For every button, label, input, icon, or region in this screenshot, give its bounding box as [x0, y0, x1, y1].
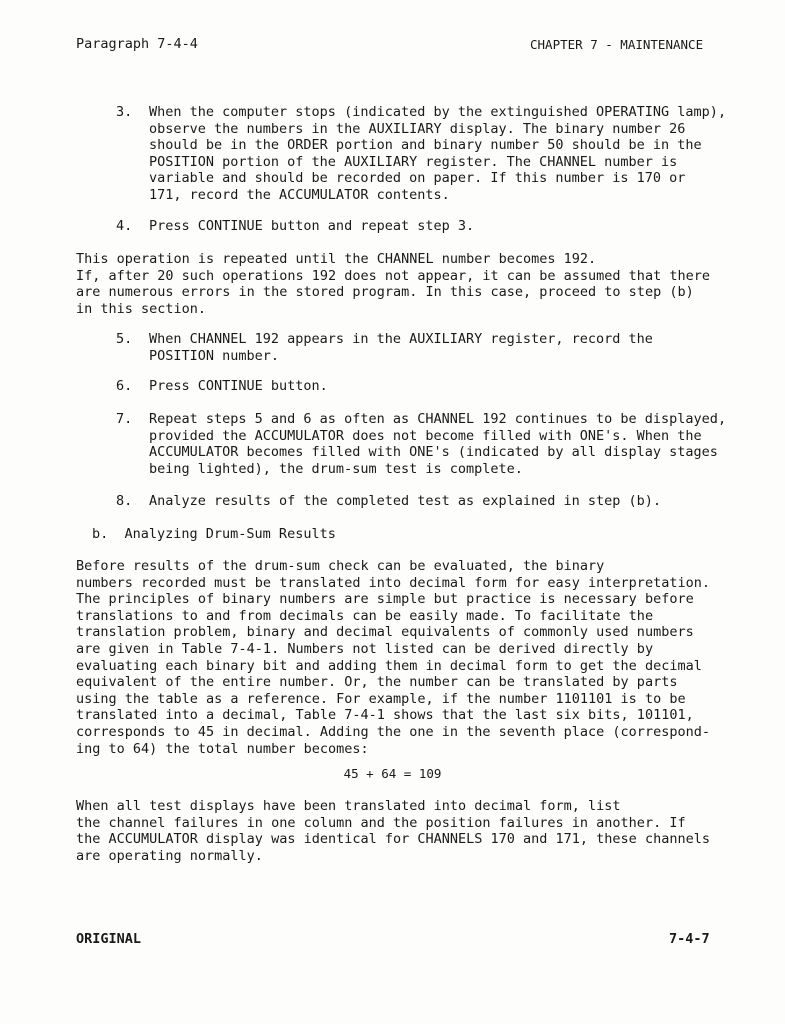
header-chapter-title: CHAPTER 7 - MAINTENANCE	[530, 37, 704, 52]
step-number: 7.	[116, 411, 133, 427]
section-subheading: b. Analyzing Drum-Sum Results	[92, 526, 336, 542]
paragraph-repeat-operation: This operation is repeated until the CHANNEL number becomes 192. If, after 20 such operations 192 does not appear, it can be assumed that there are numerous errors in the stored program. In this case, proceed to step (b) in this section.	[76, 251, 710, 317]
step-number: 4.	[116, 218, 133, 234]
paragraph-final: When all test displays have been translated into decimal form, list the channel failures in one column and the position failures in another. If the ACCUMULATOR display was identical for CHANNELS 170 and 171, these channels are operating normally.	[76, 798, 710, 864]
step-7	[116, 411, 736, 477]
step-number: 3.	[116, 104, 133, 120]
step-text: Press CONTINUE button and repeat step 3.	[149, 218, 475, 234]
step-text: When the computer stops (indicated by the extinguished OPERATING lamp), observe the numbers in the AUXILIARY display. The binary number 26 should be in the ORDER portion and binary number 50 should be in the POSITION portion of the AUXILIARY register. The CHANNEL number is variable and should be recorded on paper. If this number is 170 or 171, record the ACCUMULATOR contents.	[149, 104, 727, 203]
equation: 45 + 64 = 109	[343, 766, 442, 781]
step-text: Analyze results of the completed test as explained in step (b).	[149, 493, 662, 509]
step-text: When CHANNEL 192 appears in the AUXILIARY register, record the POSITION number.	[149, 331, 653, 364]
step-4	[116, 218, 736, 235]
step-number: 8.	[116, 493, 133, 509]
step-text: Press CONTINUE button.	[149, 378, 328, 394]
footer-page-number: 7-4-7	[669, 931, 710, 947]
step-text: Repeat steps 5 and 6 as often as CHANNEL 192 continues to be displayed, provided the ACCUMULATOR does not become filled with ONE's. When the ACCUMULATOR becomes filled with ONE's (indicated by all display stages being lighted), the drum-sum test is complete.	[149, 411, 727, 477]
header-paragraph-ref: Paragraph 7-4-4	[76, 36, 198, 52]
step-6	[116, 378, 736, 395]
step-number: 5.	[116, 331, 133, 347]
step-8	[116, 493, 736, 510]
step-3	[116, 104, 736, 204]
paragraph-analyze-results: Before results of the drum-sum check can be evaluated, the binary numbers recorded must be translated into decimal form for easy interpretation. The principles of binary numbers are simple but practice is necessary before translations to and from decimals can be easily made. To facilitate the translation problem, binary and decimal equivalents of commonly used numbers are given in Table 7-4-1. Numbers not listed can be derived directly by evaluating each binary bit and adding them in decimal form to get the decimal equivalent of the entire number. Or, the number can be translated by parts using the table as a reference. For example, if the number 1101101 is to be translated into a decimal, Table 7-4-1 shows that the last six bits, 101101, corresponds to 45 in decimal. Adding the one in the seventh place (correspond- ing to 64) the total number becomes:	[76, 558, 710, 757]
footer-original-label: ORIGINAL	[76, 931, 142, 947]
step-5	[116, 331, 736, 364]
step-number: 6.	[116, 378, 133, 394]
